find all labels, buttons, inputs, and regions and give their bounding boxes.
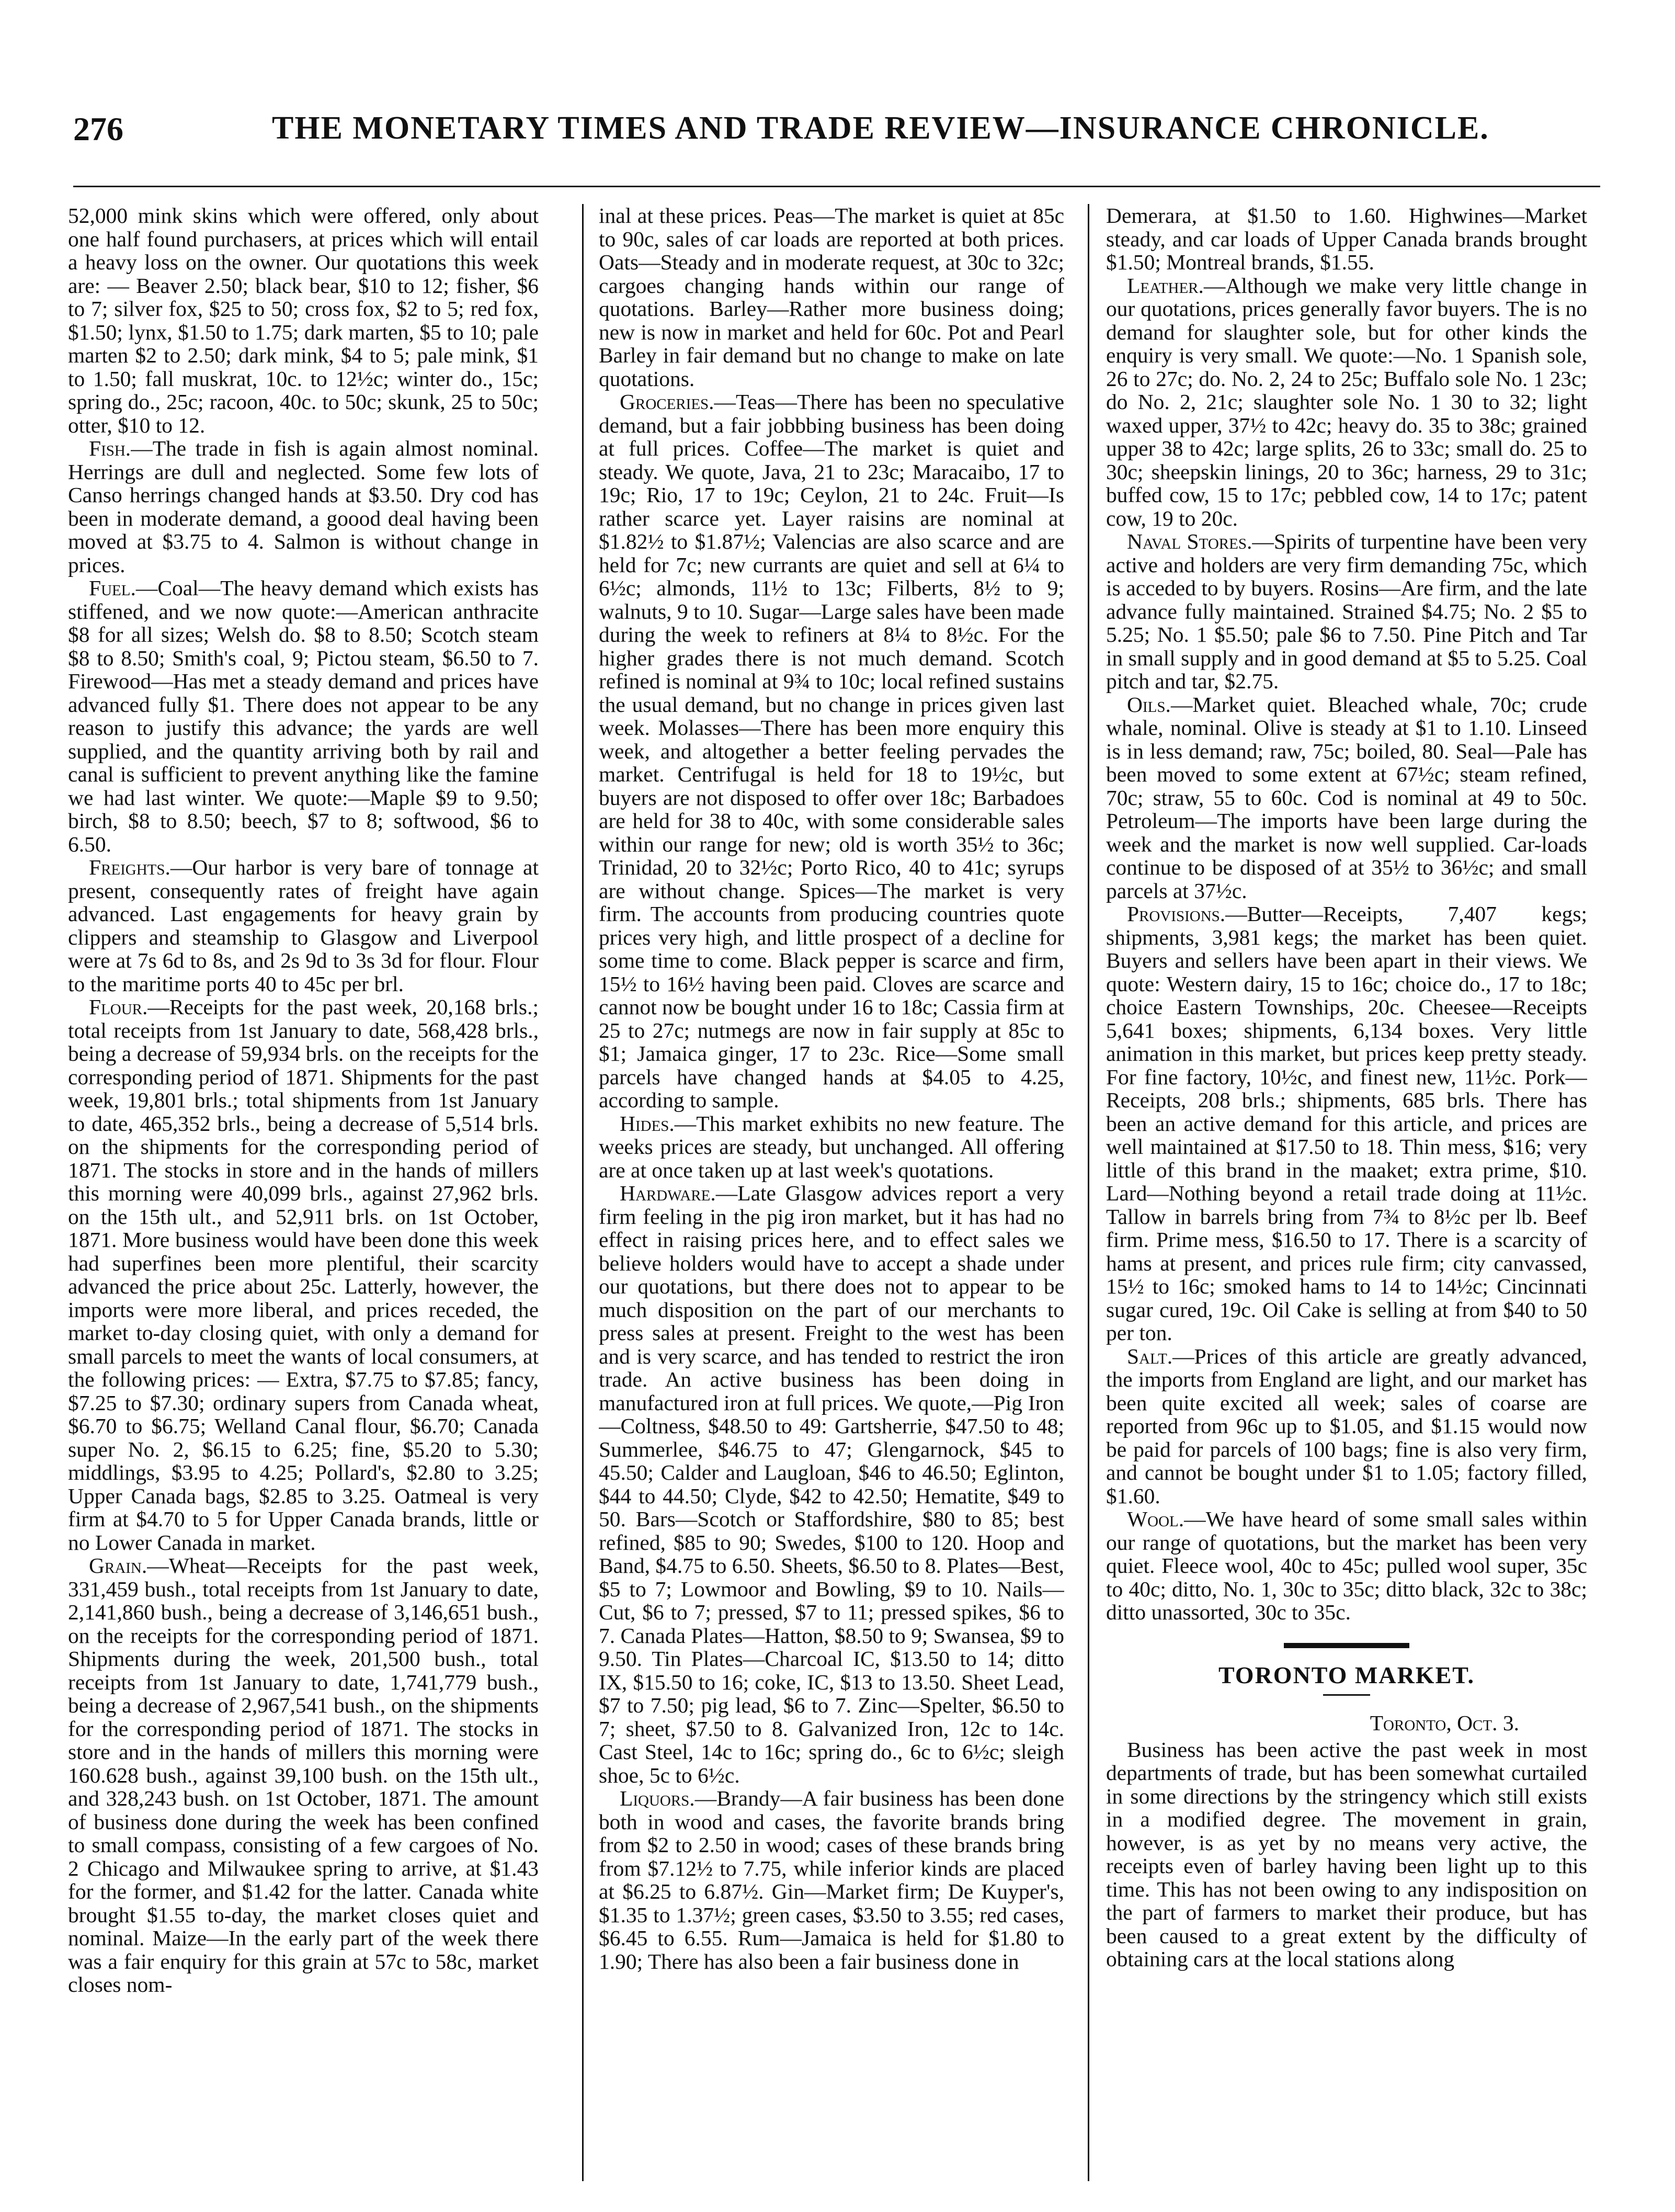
- market-paragraph: [599, 204, 1064, 390]
- header-rule: [73, 186, 1600, 187]
- paragraph-text: —Coal—The heavy demand which exists has stiffened, and we now quote:—American anthracite $8 for all sizes; Welsh do. $8 to 8.50; Scotch steam $8 to 8.50; Smith's coal, 9; Pictou steam, $6.50 to 7. Firewood—Has met a steady demand and prices have advanced fully $1. There does not appear to be any reason to justify this advance; the yards are well supplied, and the quantity arriving both by rail and canal is sufficient to prevent anything like the famine we had last winter. We quote:—Maple $9 to 9.50; birch, $8 to 8.50; beech, $7 to 8; softwood, $6 to 6.50.: [68, 576, 539, 856]
- paragraph-heading: Fuel.: [89, 576, 136, 600]
- paragraph-heading: Naval Stores.: [1127, 529, 1252, 553]
- paragraph-text: —Our harbor is very bare of tonnage at present, consequently rates of freight have again advanced. Last engagements for heavy grain by clippers and steamship to Glasgow and Liverpool were at 7s 6d to 8s, and 2s 9d to 3s 3d for flour. Flour to the maritime ports 40 to 45c per brl.: [68, 855, 539, 996]
- column-3-paragraphs: [1106, 204, 1587, 1624]
- paragraph-text: —Teas—There has been no speculative demand, but a fair jobbbing business has been doing at full prices. Coffee—The market is quiet and steady. We quote, Java, 21 to 23c; Maracaibo, 17 to 19c; Rio, 17 to 19c; Ceylon, 21 to 24c. Fruit—Is rather scarce yet. Layer raisins are nominal at $1.82½ to $1.87½; Valencias are also scarce and are held for 7c; new currants are quiet and sell at 6¼ to 6½c; almonds, 11½ to 13c; Filberts, 8½ to 9; walnuts, 9 to 10. Sugar—Large sales have been made during the week to refiners at 8¼ to 8½c. For the higher grades there is not much demand. Scotch refined is nominal at 9¾ to 10c; local refined sustains the usual demand, but no change in prices given last week. Molasses—There has been more enquiry this week, and altogether a better feeling pervades the market. Centrifugal is held for 18 to 19½c, but buyers are not disposed to offer over 18c; Barbadoes are held for 38 to 40c, with some considerable sales within our range for new; old is worth 35½ to 36c; Trinidad, 20 to 32½c; Porto Rico, 40 to 41c; syrups are without change. Spices—The market is very firm. The accounts from producing countries quote prices very high, and little prospect of a decline for some time to come. Black pepper is scarce and firm, 15½ to 16½ having been paid. Cloves are scarce and cannot now be bought under 16 to 18c; Cassia firm at 25 to 27c; nutmegs are now in fair supply at 85c to $1; Jamaica ginger, 17 to 23c. Rice—Some small parcels have changed hands at $4.05 to 4.25, according to sample.: [599, 390, 1064, 1112]
- paragraph-text: —We have heard of some small sales within our range of quotations, but the market has been very quiet. Fleece wool, 40c to 45c; pulled wool super, 35c to 40c; ditto, No. 1, 30c to 35c; ditto black, 32c to 38c; ditto unassorted, 30c to 35c.: [1106, 1507, 1587, 1624]
- market-paragraph: [1106, 1345, 1587, 1508]
- paragraph-heading: Oils.: [1127, 692, 1171, 717]
- market-paragraph: [599, 1112, 1064, 1182]
- market-paragraph: [1106, 530, 1587, 693]
- market-paragraph: [599, 1787, 1064, 1973]
- paragraph-text: —Although we make very little change in our quotations, prices generally favor buyers. The is no demand for slaughter sole, but for other kinds the enquiry is very small. We quote:—No. 1 Spanish sole, 26 to 27c; do. No. 2, 24 to 25c; Buffalo sole No. 1 23c; do No. 2, 21c; slaughter sole No. 1 30 to 32; light waxed upper, 37½ to 42c; heavy do. 35 to 38c; grained upper 38 to 42c; large splits, 26 to 33c; small do. 25 to 30c; sheepskin linings, 20 to 36c; harness, 29 to 31c; buffed cow, 15 to 17c; pebbled cow, 14 to 17c; patent cow, 19 to 20c.: [1106, 273, 1587, 530]
- toronto-paragraph: Business has been active the past week in most departments of trade, but has been somewhat curtailed in some directions by the stringency which still exists in a modified degree. The movement in grain, however, is as yet by no means very active, the receipts even of barley having been light up to this time. This has not been owing to any indisposition on the part of farmers to market their produce, but has been caused to a great extent by the difficulty of obtaining cars at the local stations along: [1106, 1737, 1587, 1971]
- market-paragraph: [1106, 204, 1587, 274]
- market-paragraph: [1106, 902, 1587, 1345]
- column-2: [599, 204, 1064, 2207]
- paragraph-text: 52,000 mink skins which were offered, only about one half found purchasers, at prices which will entail a heavy loss on the owner. Our quotations this week are: — Beaver 2.50; black bear, $10 to 12; fisher, $6 to 7; silver fox, $25 to 50; cross fox, $2 to 5; red fox, $1.50; lynx, $1.50 to 1.75; dark marten, $5 to 10; pale marten $2 to 2.50; dark mink, $4 to 5; pale mink, $1 to 1.50; fall muskrat, 10c. to 12½c; winter do., 15c; spring do., 25c; racoon, 40c. to 50c; skunk, 25 to 50c; otter, $10 to 12.: [68, 204, 539, 437]
- paragraph-heading: Hardware.: [620, 1181, 716, 1205]
- paragraph-heading: Fish.: [89, 436, 131, 460]
- market-paragraph: [1106, 693, 1587, 903]
- paragraph-text: —The trade in fish is again almost nominal. Herrings are dull and neglected. Some few lots of Canso herrings changed hands at $3.50. Dry cod has been in moderate demand, a goood deal having been moved at $3.75 to 4. Salmon is without change in prices.: [68, 436, 539, 577]
- paragraph-text: —Receipts for the past week, 20,168 brls.; total receipts from 1st January to date, 568,428 brls., being a decrease of 59,934 brls. on the receipts for the corresponding period of 1871. Shipments for the past week, 19,801 brls.; total shipments from 1st January to date, 465,352 brls., being a decrease of 5,514 brls. on the shipments for the corresponding period of 1871. The stocks in store and in the hands of millers this morning were 40,099 brls., against 27,962 brls. on the 15th ult., and 52,911 brls. on 1st October, 1871. More business would have been done this week had superfines been more plentiful, their scarcity advanced the price about 25c. Latterly, however, the imports were more liberal, and prices receded, the market to-day closing quiet, with only a demand for small parcels to meet the wants of local consumers, at the following prices: — Extra, $7.75 to $7.85; fancy, $7.25 to $7.30; ordinary supers from Canada wheat, $6.70 to $6.75; Welland Canal flour, $6.70; Canada super No. 2, $6.15 to 6.25; fine, $5.20 to 5.30; middlings, $3.95 to 4.25; Pollard's, $2.80 to 3.25; Upper Canada bags, $2.85 to 3.25. Oatmeal is very firm at $4.70 to 5 for Upper Canada brands, little or no Lower Canada in market.: [68, 995, 539, 1555]
- paragraph-heading: Grain.: [89, 1553, 147, 1578]
- page-number: 276: [73, 110, 123, 148]
- paragraph-text: —Late Glasgow advices report a very firm feeling in the pig iron market, but it has had no effect in raising prices here, and to effect sales we believe holders would have to accept a shade under our quotations, but there does not to appear to be much disposition on the part of our merchants to press sales at present. Freight to the west has been and is very scarce, and has tended to restrict the iron trade. An active business has been doing in manufactured iron at full prices. We quote,—Pig Iron—Coltness, $48.50 to 49: Gartsherrie, $47.50 to 48; Summerlee, $46.75 to 47; Glengarnock, $45 to 45.50; Calder and Laugloan, $46 to 46.50; Eglinton, $44 to 44.50; Clyde, $42 to 42.50; Hematite, $49 to 50. Bars—Scotch or Staffordshire, $80 to 85; best refined, $85 to 90; Swedes, $100 to 120. Hoop and Band, $4.75 to 6.50. Sheets, $6.50 to 8. Plates—Best, $5 to 7; Lowmoor and Bowling, $9 to 10. Nails—Cut, $6 to 7; pressed, $7 to 11; pressed spikes, $6 to 7. Canada Plates—Hatton, $8.50 to 9; Swansea, $9 to 9.50. Tin Plates—Charcoal IC, $13.50 to 14; ditto IX, $15.50 to 16; coke, IC, $13 to 13.50. Sheet Lead, $7 to 7.50; pig lead, $6 to 7. Zinc—Spelter, $6.50 to 7; sheet, $7.50 to 8. Galvanized Iron, 12c to 14c. Cast Steel, 14c to 16c; spring do., 6c to 6½c; sleigh shoe, 5c to 6½c.: [599, 1181, 1064, 1787]
- paragraph-text: —Butter—Receipts, 7,407 kegs; shipments, 3,981 kegs; the market has been quiet. Buyers and sellers have been apart in their views. We quote: Western dairy, 15 to 16c; choice do., 17 to 18c; choice Eastern Townships, 20c. Cheesee—Receipts 5,641 boxes; shipments, 6,134 boxes. Very little animation in this market, but prices keep pretty steady. For fine factory, 10½c, and finest new, 11½c. Pork—Receipts, 208 brls.; shipments, 685 brls. There has been an active demand for this article, and prices are well maintained at $17.50 to 18. Thin mess, $16; very little of this brand in the maaket; extra prime, $10. Lard—Nothing beyond a retail trade doing at 11½c. Tallow in barrels bring from 7¾ to 8½c per lb. Beef firm. Prime mess, $16.50 to 17. There is a scarcity of hams at present, and prices rule firm; city canvassed, 15½ to 16c; smoked hams to 14 to 14½c; Cincinnati sugar cured, 19c. Oil Cake is selling at from $40 to 50 per ton.: [1106, 902, 1587, 1345]
- paragraph-heading: Liquors.: [620, 1786, 695, 1810]
- paragraph-text: —Spirits of turpentine have been very active and holders are very firm demanding 75c, which is acceded to by buyers. Rosins—Are firm, and the late advance fully maintained. Strained $4.75; No. 2 $5 to 5.25; No. 1 $5.50; pale $6 to 7.50. Pine Pitch and Tar in small supply and in good demand at $5 to 5.25. Coal pitch and tar, $2.75.: [1106, 529, 1587, 693]
- paragraph-text: —Brandy—A fair business has been done both in wood and cases, the favorite brands bring from $2 to 2.50 in wood; cases of these brands bring from $7.12½ to 7.75, while inferior kinds are placed at $6.25 to 6.87½. Gin—Market firm; De Kuyper's, $1.35 to 1.37½; green cases, $3.50 to 3.55; red cases, $6.45 to 6.55. Rum—Jamaica is held for $1.80 to 1.90; There has also been a fair business done in: [599, 1786, 1064, 1973]
- paragraph-heading: Freights.: [89, 855, 170, 879]
- page-header: [73, 105, 1605, 167]
- market-paragraph: [68, 437, 539, 576]
- column-rule: [582, 204, 584, 2181]
- market-paragraph: [599, 390, 1064, 1112]
- paragraph-heading: Salt.: [1127, 1344, 1173, 1368]
- market-paragraph: [68, 1554, 539, 1997]
- paragraph-heading: Wool.: [1127, 1507, 1184, 1531]
- market-paragraph: [1106, 1507, 1587, 1624]
- column-3: [1106, 204, 1587, 2207]
- paragraph-heading: Flour.: [89, 995, 148, 1019]
- market-paragraph: [68, 856, 539, 995]
- market-paragraph: [68, 204, 539, 437]
- section-title: TORONTO MARKET.: [1218, 1661, 1475, 1688]
- section-divider: [1284, 1643, 1409, 1648]
- market-paragraph: [1106, 274, 1587, 530]
- paragraph-text: —This market exhibits no new feature. The weeks prices are steady, but unchanged. All offering are at once taken up at last week's quotations.: [599, 1111, 1064, 1182]
- dateline: Toronto, Oct. 3.: [1370, 1711, 1519, 1735]
- paragraph-text: —Prices of this article are greatly advanced, the imports from England are light, and our market has been quite excited all week; sales of coarse are reported from 96c up to $1.05, and $1.15 would now be paid for parcels of 100 bags; fine is also very firm, and cannot be bought under $1 to 1.05; factory filled, $1.60.: [1106, 1344, 1587, 1508]
- column-rule: [1088, 204, 1089, 2181]
- paragraph-text: inal at these prices. Peas—The market is quiet at 85c to 90c, sales of car loads are reported at both prices. Oats—Steady and in moderate request, at 30c to 32c; cargoes changing hands within our range of quotations. Barley—Rather more business doing; new is now in market and held for 60c. Pot and Pearl Barley in fair demand but no change to make on late quotations.: [599, 204, 1064, 391]
- title-rule: [1323, 1694, 1370, 1696]
- paragraph-heading: Leather.: [1127, 273, 1204, 298]
- column-1: [68, 204, 539, 2207]
- market-paragraph: [68, 995, 539, 1554]
- paragraph-text: —Market quiet. Bleached whale, 70c; crude whale, nominal. Olive is steady at $1 to 1.10. Linseed is in less demand; raw, 75c; boiled, 80. Seal—Pale has been moved to some extent at 67½c; steam refined, 70c; straw, 55 to 60c. Cod is nominal at 49 to 50c. Petroleum—The imports have been large during the week and the market is now well supplied. Car-loads continue to be disposed of at 35½ to 36½c; and small parcels at 37½c.: [1106, 692, 1587, 903]
- paragraph-text: Demerara, at $1.50 to 1.60. Highwines—Market steady, and car loads of Upper Canada brands brought $1.50; Montreal brands, $1.55.: [1106, 204, 1587, 274]
- paragraph-heading: Groceries.: [620, 390, 714, 414]
- publication-title: THE MONETARY TIMES AND TRADE REVIEW—INSURANCE CHRONICLE.: [272, 110, 1489, 146]
- paragraph-heading: Hides.: [620, 1111, 675, 1136]
- paragraph-heading: Provisions.: [1127, 902, 1226, 926]
- market-paragraph: [68, 576, 539, 856]
- paragraph-text: —Wheat—Receipts for the past week, 331,459 bush., total receipts from 1st January to date, 2,141,860 bush., being a decrease of 3,146,651 bush., on the receipts for the corresponding period of 1871. Shipments during the week, 201,500 bush., total receipts from 1st January to date, 1,741,779 bush., being a decrease of 2,967,541 bush., on the shipments for the corresponding period of 1871. The stocks in store and in the hands of millers this morning were 160.628 bush., against 39,100 bush. on the 15th ult., and 328,243 bush. on 1st October, 1871. The amount of business done during the week has been confined to small compass, consisting of a few cargoes of No. 2 Chicago and Milwaukee spring to arrive, at $1.43 for the former, and $1.42 for the latter. Canada white brought $1.55 to-day, the market closes quiet and nominal. Maize—In the early part of the week there was a fair enquiry for this grain at 57c to 58c, market closes nom-: [68, 1553, 539, 1997]
- market-paragraph: [599, 1182, 1064, 1787]
